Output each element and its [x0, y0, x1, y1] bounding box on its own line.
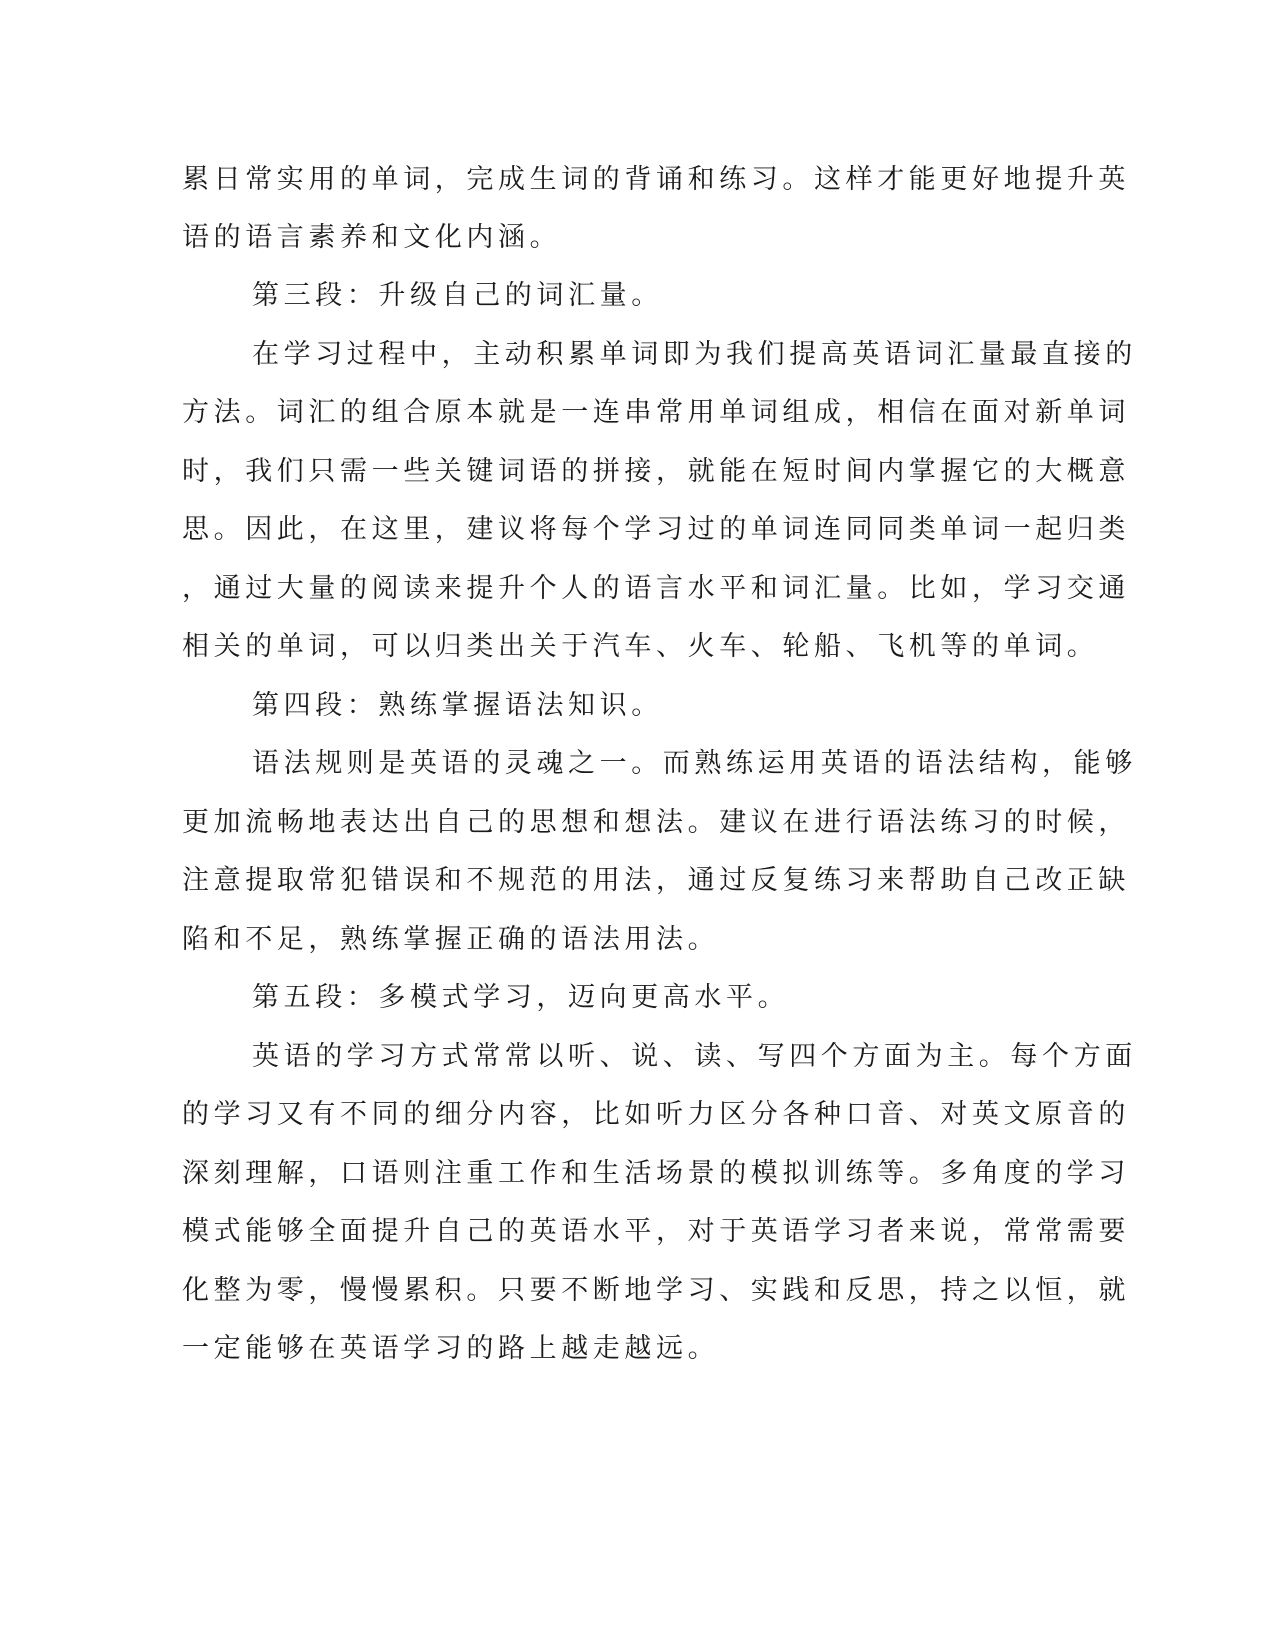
- text-line: 注意提取常犯错误和不规范的用法，通过反复练习来帮助自己改正缺: [182, 865, 1130, 896]
- section-heading: 第四段：熟练掌握语法知识。: [252, 690, 663, 721]
- text-line: ，通过大量的阅读来提升个人的语言水平和词汇量。比如，学习交通: [182, 573, 1130, 604]
- text-line: 更加流畅地表达出自己的思想和想法。建议在进行语法练习的时候，: [182, 807, 1130, 838]
- text-line: 累日常实用的单词，完成生词的背诵和练习。这样才能更好地提升英: [182, 164, 1130, 195]
- section-heading: 第三段：升级自己的词汇量。: [252, 280, 663, 311]
- text-line: 语法规则是英语的灵魂之一。而熟练运用英语的语法结构，能够: [252, 748, 1137, 779]
- text-line: 深刻理解，口语则注重工作和生活场景的模拟训练等。多角度的学习: [182, 1158, 1130, 1189]
- text-line: 在学习过程中，主动积累单词即为我们提高英语词汇量最直接的: [252, 339, 1137, 370]
- text-line: 化整为零，慢慢累积。只要不断地学习、实践和反思，持之以恒，就: [182, 1275, 1130, 1306]
- text-line: 陷和不足，熟练掌握正确的语法用法。: [182, 924, 720, 955]
- text-line: 时，我们只需一些关键词语的拼接，就能在短时间内掌握它的大概意: [182, 456, 1130, 487]
- text-line: 相关的单词，可以归类出关于汽车、火车、轮船、飞机等的单词。: [182, 631, 1099, 662]
- text-line: 方法。词汇的组合原本就是一连串常用单词组成，相信在面对新单词: [182, 397, 1130, 428]
- section-heading: 第五段：多模式学习，迈向更高水平。: [252, 982, 790, 1013]
- text-line: 语的语言素养和文化内涵。: [182, 222, 562, 253]
- text-line: 模式能够全面提升自己的英语水平，对于英语学习者来说，常常需要: [182, 1216, 1130, 1247]
- text-line: 英语的学习方式常常以听、说、读、写四个方面为主。每个方面: [252, 1041, 1137, 1072]
- text-line: 的学习又有不同的细分内容，比如听力区分各种口音、对英文原音的: [182, 1099, 1130, 1130]
- text-line: 一定能够在英语学习的路上越走越远。: [182, 1333, 720, 1364]
- text-line: 思。因此，在这里，建议将每个学习过的单词连同同类单词一起归类: [182, 514, 1130, 545]
